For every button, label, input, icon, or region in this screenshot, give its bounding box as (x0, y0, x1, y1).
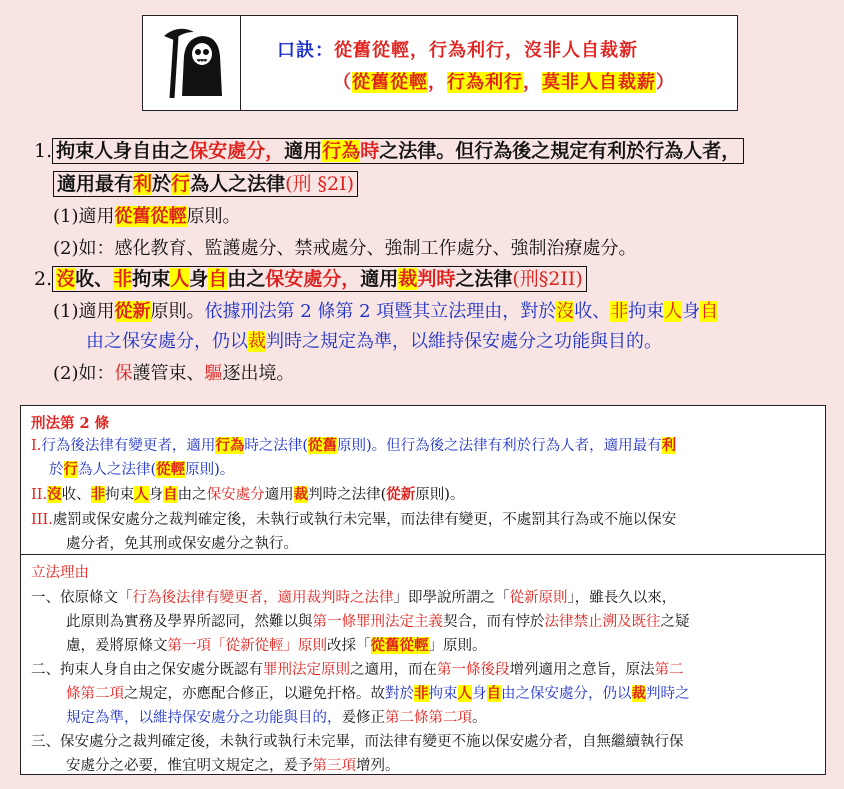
t: 利 (133, 173, 153, 195)
t: 適用 (78, 301, 115, 322)
t: 身 (148, 487, 164, 503)
item-2-sub-2 (53, 359, 295, 385)
reason-1-line-2 (66, 610, 690, 631)
t: 身 (682, 301, 701, 322)
comma: ， (428, 72, 447, 93)
reason-1 (31, 586, 676, 607)
t: II. (31, 487, 48, 503)
t: 原則)。 (185, 462, 235, 478)
t: 行 (171, 173, 191, 195)
reason-3-line-2 (66, 754, 400, 775)
t: 人 (457, 685, 472, 702)
t: 收、 (61, 487, 91, 503)
t: 於 (49, 462, 64, 478)
law-para-II (31, 483, 464, 504)
t: 從舊從輕 (370, 637, 429, 654)
reason-title: 立法理由 (31, 565, 89, 581)
paren: ） (656, 72, 675, 93)
reason-2-line-3 (66, 706, 487, 727)
item-2-sub-1 (53, 297, 718, 323)
t: 保安處分， (265, 268, 361, 290)
t: 之法律。但行為後之規定有利於行為人者， (379, 140, 741, 162)
item-1-line-1 (34, 136, 744, 163)
t: 原則)。 (415, 487, 465, 503)
t: (2) (53, 363, 79, 384)
t: 適用 (284, 140, 323, 162)
t: 逐出境。 (222, 363, 295, 384)
t: 第二條第二項 (385, 710, 472, 726)
t: 從新 (386, 486, 416, 503)
t: 拘束人身自由之保安處分既認有 (60, 662, 263, 678)
t: 原則)。但行為後之法律有利於行為人者，適用最有 (337, 438, 662, 454)
t: 裁 (398, 268, 418, 290)
law-divider (21, 554, 825, 555)
t: 拘束 (105, 487, 135, 503)
t: 時 (360, 140, 380, 162)
t: 非 (90, 486, 106, 503)
t: 判時之規定為準，以維持保安處分之功能與目的。 (266, 331, 662, 352)
t: 第三項 (312, 758, 356, 774)
law-para-III-cont (66, 532, 298, 553)
t: 護管束、 (132, 363, 205, 384)
t: 判時之法律( (308, 487, 387, 503)
t: 由之 (227, 268, 266, 290)
item-1-line-2 (53, 169, 358, 196)
item-1-box (52, 138, 744, 164)
t: 身 (472, 686, 487, 702)
t: 如： (78, 363, 115, 384)
t: 」，雖長久以來， (567, 590, 677, 606)
motto-label: 口訣： (277, 40, 334, 61)
t: 保安處分之裁判確定後，未執行或執行未完畢，而法律有變更不施以保安處分者，自無繼續執行保 (60, 734, 684, 750)
t: 行為後法律有變更者，適用 (41, 438, 216, 454)
motto-box (142, 15, 738, 111)
grim-reaper-icon (160, 26, 226, 100)
t: 如：感化教育、監護處分、禁戒處分、強制工作處分、強制治療處分。 (78, 238, 637, 259)
t: 為人之法律( (78, 462, 157, 478)
t: (1) (53, 206, 79, 227)
t: 自 (700, 301, 719, 322)
t: 」即學說所謂之「 (393, 590, 510, 606)
t: 裁 (293, 486, 309, 503)
t: 適用 (360, 268, 399, 290)
t: 第二 (654, 662, 684, 678)
t: I. (31, 438, 42, 454)
item-number: 2. (34, 268, 53, 290)
t: 從新 (114, 301, 151, 322)
t: (2) (53, 238, 79, 259)
item-number: 1. (34, 140, 53, 162)
t: 由之 (177, 487, 207, 503)
item-2-sub-1-cont (86, 327, 662, 353)
motto-text-1: 從舊從輕，行為利行，沒非人自裁新 (334, 40, 638, 61)
t: 拘束人身自由之 (56, 140, 190, 162)
t: 原則。 (150, 301, 205, 322)
t: 規定為準，以維持保安處分之功能與目的， (66, 710, 342, 726)
t: 第一條後段 (437, 662, 510, 678)
t: 之法律 (455, 268, 513, 290)
t: 行為後法律有變更者，適用裁判時之法律 (132, 590, 394, 606)
item-1-box-2 (53, 171, 358, 197)
law-para-I (31, 434, 676, 455)
paren: （ (333, 72, 352, 93)
reason-3 (31, 730, 684, 751)
t: 。 (472, 710, 487, 726)
comma: ， (523, 72, 542, 93)
t: 三、 (31, 734, 60, 750)
t: 從舊從輕 (114, 206, 187, 227)
reason-2-line-2 (66, 682, 690, 703)
t: 行為 (215, 437, 245, 454)
t: 處分者，免其刑或保安處分之執行。 (66, 536, 298, 552)
t: 判時 (417, 268, 456, 290)
t: 拘束 (132, 268, 171, 290)
t: 第一條罪刑法定主義 (312, 614, 443, 630)
t: 於 (152, 173, 172, 195)
t: 一、 (31, 590, 60, 606)
t: 之疑 (660, 614, 690, 630)
citation: (刑 §2I) (285, 173, 355, 195)
t: 非 (113, 268, 133, 290)
t: 拘束 (428, 686, 458, 702)
t: 從舊 (308, 437, 338, 454)
law-para-III (31, 508, 676, 529)
t: 適用 (264, 487, 294, 503)
t: 拘束 (628, 301, 665, 322)
t: 判時之 (646, 686, 690, 702)
t: 行 (63, 461, 78, 478)
t: 慮，爰將原條文 (66, 638, 168, 654)
t: 身 (189, 268, 209, 290)
t: 法律禁止溯及既往 (544, 614, 661, 630)
t: 罪刑法定原則 (263, 662, 350, 678)
motto-hl-b: 行為利行 (447, 72, 523, 93)
t: 收、 (75, 268, 114, 290)
t: 由之保安處分，仍以 (501, 686, 632, 702)
t: 從新原則 (509, 590, 568, 606)
t: 自 (486, 685, 501, 702)
law-box (20, 405, 826, 775)
t: 人 (170, 268, 190, 290)
t: 原則。 (186, 206, 241, 227)
t: III. (31, 512, 53, 528)
t: 第一項「從新從輕」原則 (167, 638, 327, 654)
t: 沒 (556, 301, 575, 322)
item-1-sub-2 (53, 234, 637, 260)
t: 收、 (574, 301, 611, 322)
t: 適用最有 (57, 173, 134, 195)
t: 條第二項 (66, 686, 124, 702)
t: 增列。 (356, 758, 400, 774)
t: 二、 (31, 662, 60, 678)
t: 利 (661, 437, 677, 454)
t: 驅 (204, 363, 223, 384)
t: 人 (664, 301, 683, 322)
t: 保安處分， (189, 140, 285, 162)
t: 行為 (322, 140, 361, 162)
t: 之適用，而在 (350, 662, 437, 678)
reason-1-line-3 (66, 634, 487, 655)
item-1-sub-1 (53, 202, 241, 228)
t: 對於 (385, 686, 414, 702)
t: 裁 (248, 331, 266, 352)
t: 安處分之必要，惟宜明文規定之，爰予 (66, 758, 313, 774)
motto-icon-cell (143, 16, 241, 110)
t: 沒 (56, 268, 76, 290)
law-title: 刑法第 2 條 (31, 415, 110, 432)
t: 改採「 (327, 638, 371, 654)
t: 沒 (47, 486, 62, 503)
t: 此原則為實務及學界所認同，然難以與 (66, 614, 313, 630)
t: 適用 (78, 206, 115, 227)
t: 人 (134, 486, 149, 503)
reason-2 (31, 658, 684, 679)
t: 自 (208, 268, 228, 290)
t: 裁 (631, 685, 646, 702)
motto-line-2 (333, 68, 675, 94)
t: 從輕 (156, 461, 186, 478)
t: 由之保安處分，仍以 (86, 331, 248, 352)
t: 契合，而有悖於 (443, 614, 545, 630)
t: 增列適用之意旨，原法 (509, 662, 655, 678)
t: 自 (163, 486, 178, 503)
t: 保安處分 (206, 487, 265, 503)
t: 之規定，亦應配合修正，以避免扞格。故 (124, 686, 385, 702)
t: (1) (53, 301, 79, 322)
t: 非 (610, 301, 629, 322)
t: 處罰或保安處分之裁判確定後，未執行或執行未完畢，而法律有變更，不處罰其行為或不施以保安 (52, 512, 677, 528)
law-para-I-cont (49, 458, 234, 479)
item-2-box (52, 266, 587, 292)
motto-hl-c: 莫非人自裁薪 (542, 72, 656, 93)
t: 依原條文「 (60, 590, 133, 606)
t: 時之法律( (244, 438, 309, 454)
motto-hl-a: 從舊從輕 (352, 72, 428, 93)
motto-line-1 (277, 36, 638, 62)
t: 為人之法律 (190, 173, 286, 195)
citation: (刑§2II) (512, 268, 583, 290)
item-2-line-1 (34, 264, 587, 291)
t: 」原則。 (428, 638, 487, 654)
t: 非 (414, 685, 429, 702)
t: 爰修正 (341, 710, 385, 726)
t: 保 (114, 363, 133, 384)
t: 依據刑法第 2 條第 2 項暨其立法理由，對於 (204, 301, 557, 322)
